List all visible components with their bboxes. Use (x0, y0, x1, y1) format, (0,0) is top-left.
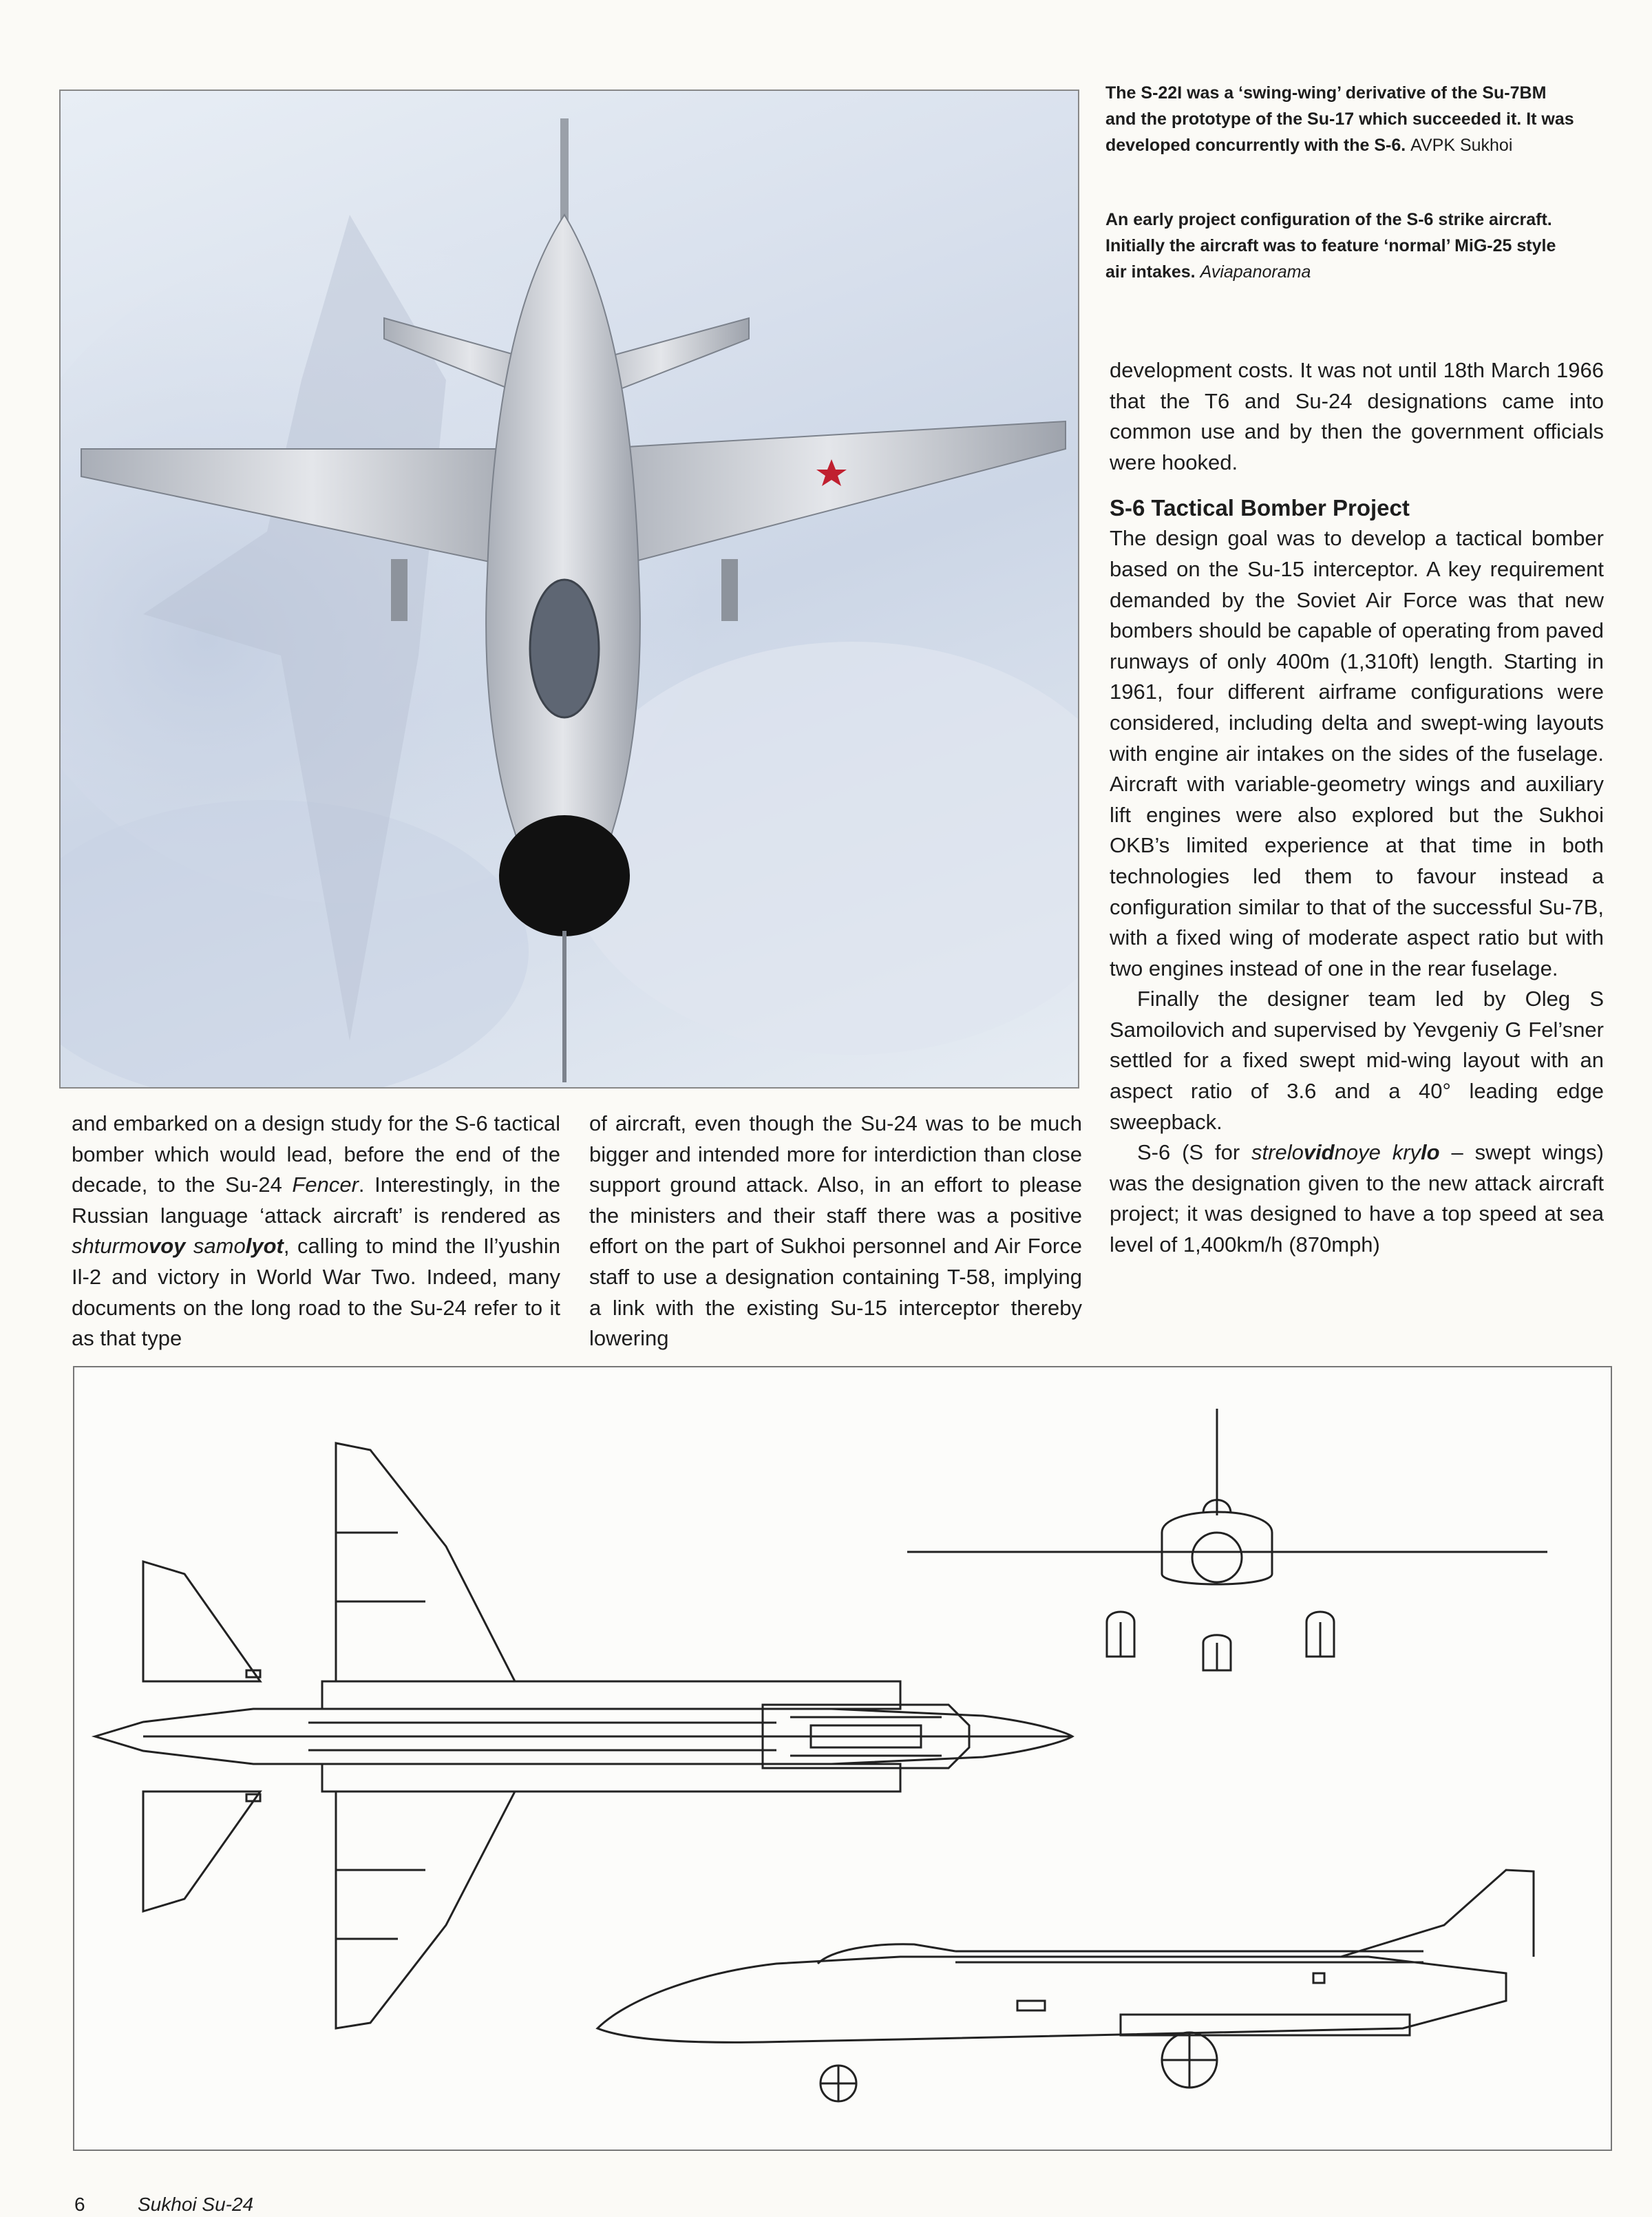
side-view-fuselage (597, 1957, 1506, 2042)
plan-view-upper-wing (336, 1443, 515, 1681)
right-column-para-3: Finally the designer team led by Oleg S Samoilovich and supervised by Yevgeniy G Fel’sner settled for a fixed swept mid-wing layout with an aspect ratio of 3.6 and a 40° leading edge sweepback. (1110, 987, 1604, 1134)
para4-suffix: – swept wings) was the designation given to the new attack aircraft project; it was designed to have a top speed at sea level of 1,400km/h (870mph) (1110, 1140, 1604, 1257)
photo-caption-1-credit: AVPK Sukhoi (1410, 136, 1513, 155)
para4-bolditalic-a: vid (1303, 1140, 1335, 1165)
para4-italic-b: noye kry (1334, 1140, 1421, 1165)
aircraft-line-drawing (74, 1367, 1611, 2150)
photo-caption-1-text: The S-22I was a ‘swing-wing’ derivative of the Su-7BM and the prototype of the Su-17 which succeeded it. It was developed concurrently with the S-6. (1105, 83, 1574, 155)
photo-caption-2 (1105, 207, 1580, 285)
left-text-b: . Interestingly, in the Russian language ‘attack aircraft’ is rendered as (72, 1173, 561, 1228)
left-samo: samo (185, 1234, 246, 1259)
plan-view-upper-tail (143, 1562, 260, 1681)
middle-column (589, 1108, 1082, 1354)
left-column-para (72, 1108, 560, 1354)
right-column-para-4 (1110, 1137, 1604, 1260)
photo-caption-2-text: An early project configuration of the S-6 strike aircraft. Initially the aircraft was to feature ‘normal’ MiG-25 style air intakes. (1105, 210, 1556, 282)
front-view-body (1162, 1512, 1272, 1584)
left-lyot: lyot (245, 1234, 284, 1259)
side-view-tail (1341, 1870, 1534, 1957)
aircraft-photo (59, 90, 1079, 1089)
para4-bolditalic-b: lo (1421, 1140, 1440, 1165)
photo-caption-2-credit: Aviapanorama (1200, 262, 1311, 282)
left-voy: voy (148, 1234, 186, 1259)
middle-column-para: of aircraft, even though the Su-24 was to be much bigger and intended more for interdiction than close support ground attack. Also, in an effort to please the ministers and their staff there was a positive effort on the part of Sukhoi personnel and Air Force staff to use a designation containing T-58, implying a link with the existing Su-15 interceptor thereby lowering (589, 1111, 1082, 1351)
left-shturmo: shturmo (72, 1234, 149, 1259)
left-column (72, 1108, 560, 1354)
right-column (1110, 355, 1604, 1261)
plan-view-lower-tail (143, 1792, 260, 1911)
left-text-c: , calling to mind the Il’yushin Il-2 and victory in World War Two. Indeed, many documents on the long road to the Su-24 refer to it as that type (72, 1234, 560, 1351)
plan-view-lower-wing (336, 1792, 515, 2028)
section-heading: S-6 Tactical Bomber Project (1110, 495, 1410, 521)
page-number: 6 (74, 2194, 85, 2215)
aircraft-photo-illustration (61, 91, 1078, 1087)
left-fencer: Fencer (292, 1173, 359, 1197)
left-text-a: and embarked on a design study for the S-6 tactical bomber which would lead, before the end of the decade, to the Su-24 (72, 1111, 560, 1197)
right-column-para-2: The design goal was to develop a tactical bomber based on the Su-15 interceptor. A key requirement demanded by the Soviet Air Force was that new bombers should be capable of operating from paved runways of only 400m (1,310ft) length. Starting in 1961, four different airframe configurations were considered, including delta and swept-wing layouts with engine air intakes on the sides of the fuselage. Aircraft with variable-geometry wings and auxiliary lift engines were also explored but the Sukhoi OKB’s limited experience at that time in both technologies led them to favour instead a configuration similar to that of the successful Su-7B, with a fixed wing of moderate aspect ratio but with two engines instead of one in the rear fuselage. (1110, 526, 1604, 980)
para4-italic-a: strelo (1251, 1140, 1304, 1165)
para4-prefix: S-6 (S for (1137, 1140, 1252, 1165)
line-drawing-frame (73, 1366, 1612, 2151)
right-column-para-1: development costs. It was not until 18th March 1966 that the T6 and Su-24 designations came into common use and by then the government officials were hooked. (1110, 358, 1604, 474)
photo-caption-1 (1105, 80, 1580, 158)
book-title: Sukhoi Su-24 (138, 2194, 254, 2215)
